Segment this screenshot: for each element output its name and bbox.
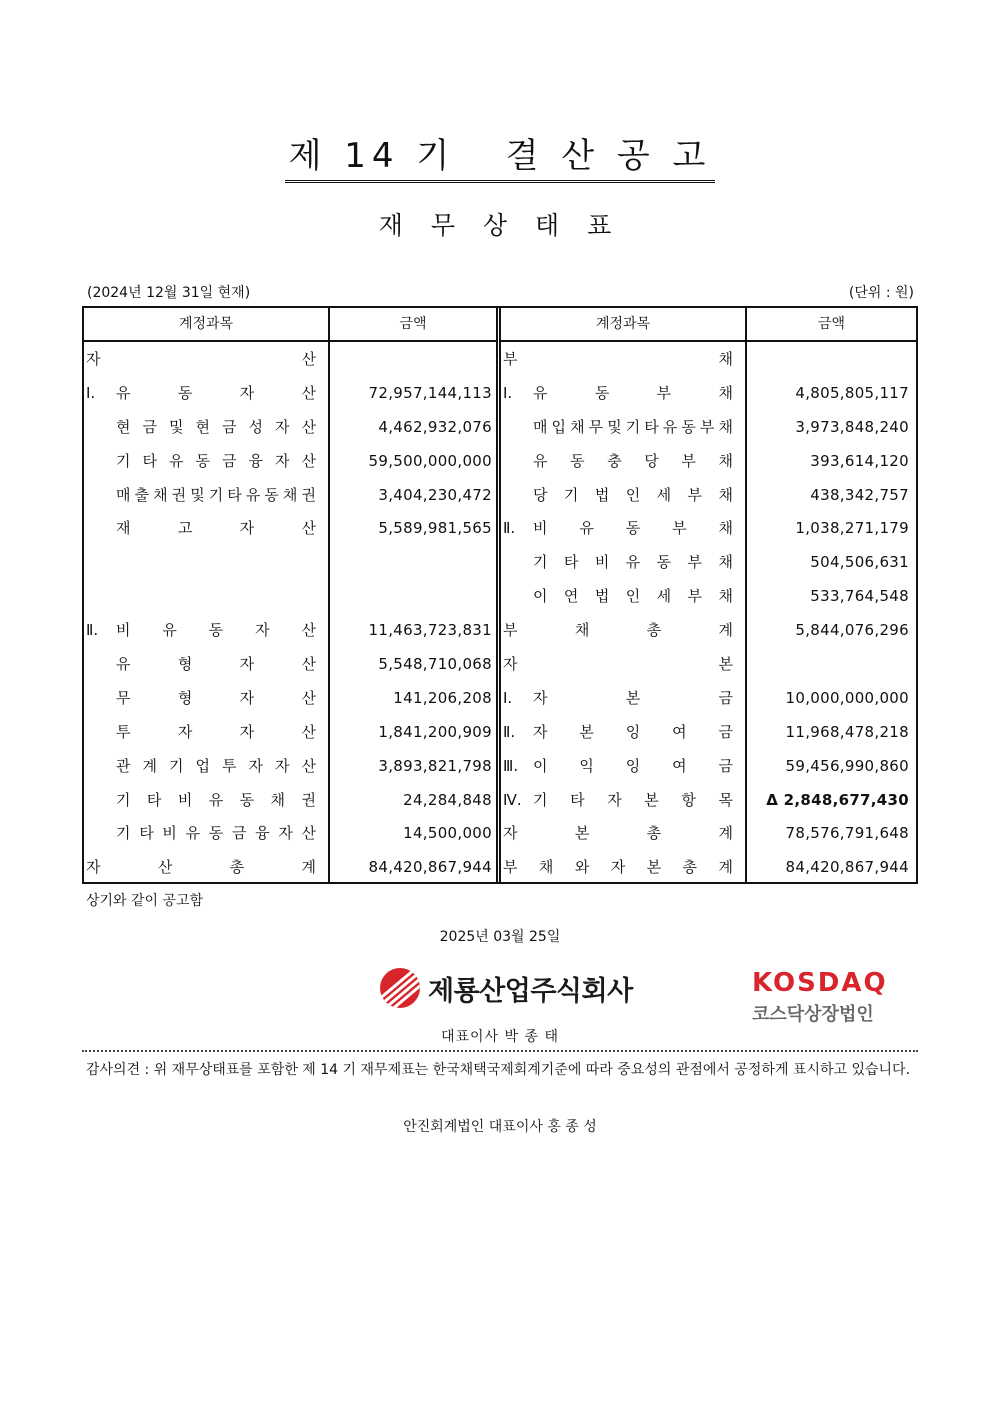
account-label: 당 기 법 인 세 부 채 bbox=[533, 485, 733, 504]
account-label: 기 타 비 유 동 부 채 bbox=[533, 553, 733, 572]
roman-numeral: Ⅰ. bbox=[503, 383, 513, 402]
account-cell bbox=[116, 647, 316, 681]
liabilities-half bbox=[501, 308, 916, 882]
table-row bbox=[501, 444, 916, 478]
account-label: 관 계 기 업 투 자 자 산 bbox=[116, 756, 316, 775]
amount-cell: 1,038,271,179 bbox=[795, 519, 909, 538]
account-cell bbox=[116, 410, 316, 444]
amount-cell: 3,973,848,240 bbox=[795, 417, 909, 436]
roman-numeral: Ⅱ. bbox=[503, 722, 516, 741]
amount-cell: 5,589,981,565 bbox=[378, 519, 492, 538]
account-cell bbox=[116, 511, 316, 545]
account-cell bbox=[503, 342, 733, 376]
amount-cell: 1,841,200,909 bbox=[378, 722, 492, 741]
account-cell bbox=[503, 647, 733, 681]
table-row bbox=[84, 681, 496, 715]
account-label: 매 출 채 권 및 기 타 유 동 채 권 bbox=[116, 485, 316, 504]
account-cell bbox=[533, 444, 733, 478]
table-row bbox=[501, 579, 916, 613]
amount-header: 금액 bbox=[817, 316, 846, 332]
amount-cell: 393,614,120 bbox=[810, 451, 909, 470]
table-row bbox=[501, 511, 916, 545]
table-row bbox=[84, 545, 496, 579]
account-label: 유 형 자 산 bbox=[116, 655, 316, 674]
account-label: 자 본 총 계 bbox=[503, 824, 733, 843]
table-row bbox=[84, 511, 496, 545]
account-cell bbox=[116, 816, 316, 850]
account-label: 기 타 자 본 항 목 bbox=[533, 790, 733, 809]
account-cell bbox=[86, 613, 316, 647]
roman-numeral: Ⅰ. bbox=[503, 688, 513, 707]
assets-header bbox=[84, 308, 496, 342]
amount-cell bbox=[330, 545, 492, 579]
table-row bbox=[84, 579, 496, 613]
account-cell bbox=[503, 850, 733, 884]
as-of-date: (2024년 12월 31일 현재) bbox=[87, 285, 251, 301]
account-label: 현 금 및 현 금 성 자 산 bbox=[116, 417, 316, 436]
account-label bbox=[86, 545, 316, 579]
amount-cell: 141,206,208 bbox=[393, 688, 492, 707]
company-emblem-icon bbox=[380, 968, 420, 1008]
liabilities-header bbox=[501, 308, 916, 342]
account-label: 자 본 금 bbox=[533, 688, 733, 707]
amount-cell bbox=[747, 342, 909, 376]
amount-cell: 72,957,144,113 bbox=[368, 383, 492, 402]
amount-cell: 4,462,932,076 bbox=[378, 417, 492, 436]
table-row bbox=[501, 816, 916, 850]
table-row bbox=[501, 342, 916, 376]
amount-cell: 5,844,076,296 bbox=[795, 621, 909, 640]
account-cell bbox=[503, 511, 733, 545]
account-cell bbox=[86, 545, 316, 579]
account-label: 유 동 충 당 부 채 bbox=[533, 451, 733, 470]
table-row bbox=[84, 850, 496, 884]
account-cell bbox=[86, 579, 316, 613]
company-name: 제룡산업주식회사 bbox=[428, 975, 633, 1007]
auditor-name: 안진회계법인 대표이사 홍 종 성 bbox=[403, 1119, 597, 1135]
table-row bbox=[84, 444, 496, 478]
audit-opinion: 감사의견 : 위 재무상태표를 포함한 제 14 기 재무제표는 한국채택국제회계기준에 따라 중요성의 관점에서 공정하게 표시하고 있습니다. bbox=[86, 1062, 911, 1078]
account-label: 재 고 자 산 bbox=[116, 519, 316, 538]
company-logo bbox=[380, 966, 633, 1010]
amount-cell: 533,764,548 bbox=[810, 587, 909, 606]
account-label: 자 본 bbox=[503, 655, 733, 674]
account-cell bbox=[533, 410, 733, 444]
account-label: 자 본 잉 여 금 bbox=[533, 722, 733, 741]
notice-text: 상기와 같이 공고함 bbox=[86, 893, 204, 909]
amount-cell: 3,893,821,798 bbox=[378, 756, 492, 775]
account-label: 투 자 자 산 bbox=[116, 722, 316, 741]
amount-cell bbox=[747, 647, 909, 681]
table-row bbox=[501, 545, 916, 579]
assets-half bbox=[84, 308, 496, 882]
table-row bbox=[84, 783, 496, 817]
roman-numeral: Ⅳ. bbox=[503, 790, 522, 809]
account-label: 기 타 유 동 금 융 자 산 bbox=[116, 451, 316, 470]
account-header: 계정과목 bbox=[595, 316, 651, 332]
balance-sheet-table bbox=[82, 306, 918, 884]
roman-numeral: Ⅰ. bbox=[86, 383, 96, 402]
kosdaq-listed-label: 코스닥상장법인 bbox=[752, 1004, 874, 1025]
account-label bbox=[86, 579, 316, 613]
account-label: 부 채 총 계 bbox=[503, 621, 733, 640]
account-cell bbox=[116, 444, 316, 478]
table-row bbox=[84, 647, 496, 681]
amount-cell: 504,506,631 bbox=[810, 553, 909, 572]
amount-cell: 3,404,230,472 bbox=[378, 485, 492, 504]
assets-rows bbox=[84, 342, 496, 884]
table-row bbox=[84, 816, 496, 850]
account-cell bbox=[116, 749, 316, 783]
amount-cell: Δ 2,848,677,430 bbox=[766, 790, 909, 809]
account-cell bbox=[533, 579, 733, 613]
account-cell bbox=[503, 749, 733, 783]
account-label: 자 산 총 계 bbox=[86, 858, 316, 877]
amount-cell: 4,805,805,117 bbox=[795, 383, 909, 402]
table-row bbox=[84, 410, 496, 444]
amount-cell: 11,968,478,218 bbox=[785, 722, 909, 741]
account-label: 비 유 동 자 산 bbox=[116, 621, 316, 640]
account-cell bbox=[533, 545, 733, 579]
account-label: 기 타 비 유 동 금 융 자 산 bbox=[116, 824, 316, 843]
account-cell bbox=[503, 681, 733, 715]
account-cell bbox=[86, 342, 316, 376]
account-label: 부 채 bbox=[503, 350, 733, 368]
dotted-divider bbox=[82, 1050, 918, 1052]
account-label: 자 산 bbox=[86, 350, 316, 368]
table-row bbox=[84, 613, 496, 647]
account-label: 기 타 비 유 동 채 권 bbox=[116, 790, 316, 809]
statement-title: 재 무 상 태 표 bbox=[378, 211, 622, 240]
account-label: 매 입 채 무 및 기 타 유 동 부 채 bbox=[533, 417, 733, 436]
notice-title: 제 14 기 결 산 공 고 bbox=[0, 128, 1000, 183]
amount-cell: 59,456,990,860 bbox=[785, 756, 909, 775]
account-label: 이 연 법 인 세 부 채 bbox=[533, 587, 733, 606]
account-cell bbox=[533, 478, 733, 512]
amount-cell: 438,342,757 bbox=[810, 485, 909, 504]
account-cell bbox=[503, 715, 733, 749]
unit-label: (단위 : 원) bbox=[848, 285, 914, 301]
table-row bbox=[501, 613, 916, 647]
table-row bbox=[501, 681, 916, 715]
table-row bbox=[501, 647, 916, 681]
table-row bbox=[501, 715, 916, 749]
amount-cell: 10,000,000,000 bbox=[785, 688, 909, 707]
table-row bbox=[501, 376, 916, 410]
amount-cell: 24,284,848 bbox=[403, 790, 492, 809]
account-cell bbox=[503, 783, 733, 817]
amount-cell: 84,420,867,944 bbox=[368, 858, 492, 877]
kosdaq-logo: KOSDAQ bbox=[752, 968, 888, 998]
account-label: 비 유 동 부 채 bbox=[533, 519, 733, 538]
roman-numeral: Ⅱ. bbox=[503, 519, 516, 538]
account-cell bbox=[116, 681, 316, 715]
account-cell bbox=[503, 376, 733, 410]
account-cell bbox=[503, 816, 733, 850]
account-header: 계정과목 bbox=[178, 316, 234, 332]
table-row bbox=[501, 749, 916, 783]
account-cell bbox=[86, 850, 316, 884]
account-label: 무 형 자 산 bbox=[116, 688, 316, 707]
account-label: 부 채 와 자 본 총 계 bbox=[503, 858, 733, 877]
amount-cell bbox=[330, 579, 492, 613]
amount-cell: 5,548,710,068 bbox=[378, 655, 492, 674]
account-cell bbox=[86, 376, 316, 410]
amount-cell: 11,463,723,831 bbox=[368, 621, 492, 640]
amount-cell: 78,576,791,648 bbox=[785, 824, 909, 843]
amount-cell bbox=[330, 342, 492, 376]
account-cell bbox=[116, 783, 316, 817]
liabilities-rows bbox=[501, 342, 916, 884]
amount-cell: 14,500,000 bbox=[403, 824, 492, 843]
account-label: 이 익 잉 여 금 bbox=[533, 756, 733, 775]
account-label: 유 동 부 채 bbox=[533, 383, 733, 402]
account-label: 유 동 자 산 bbox=[116, 383, 316, 402]
account-cell bbox=[116, 715, 316, 749]
table-row bbox=[501, 410, 916, 444]
table-row bbox=[501, 783, 916, 817]
table-row bbox=[501, 850, 916, 884]
account-cell bbox=[116, 478, 316, 512]
publish-date: 2025년 03월 25일 bbox=[439, 929, 561, 945]
amount-cell: 59,500,000,000 bbox=[368, 451, 492, 470]
table-row bbox=[84, 342, 496, 376]
table-row bbox=[501, 478, 916, 512]
amount-cell: 84,420,867,944 bbox=[785, 858, 909, 877]
roman-numeral: Ⅱ. bbox=[86, 621, 99, 640]
amount-header: 금액 bbox=[399, 316, 427, 332]
table-row bbox=[84, 478, 496, 512]
account-cell bbox=[503, 613, 733, 647]
table-row bbox=[84, 715, 496, 749]
roman-numeral: Ⅲ. bbox=[503, 756, 519, 775]
table-row bbox=[84, 376, 496, 410]
ceo-name: 대표이사 박 종 태 bbox=[440, 1029, 560, 1045]
table-row bbox=[84, 749, 496, 783]
